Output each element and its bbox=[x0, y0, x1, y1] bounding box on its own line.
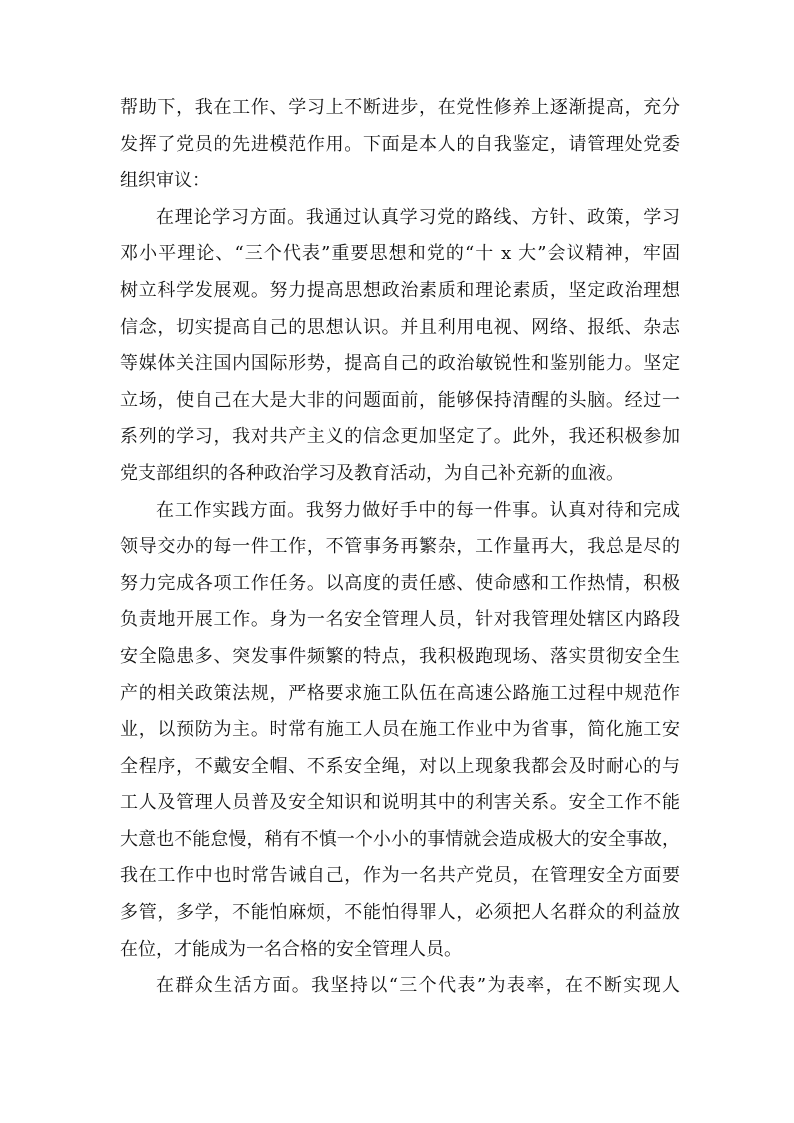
text-line: 领导交办的每一件工作，不管事务再繁杂，工作量再大，我总是尽的 bbox=[120, 536, 680, 558]
text-line: 多管，多学，不能怕麻烦，不能怕得罪人，必须把人名群众的利益放 bbox=[120, 902, 680, 924]
text-line: 立场，使自己在大是大非的问题面前，能够保持清醒的头脑。经过一 bbox=[120, 389, 680, 411]
text-line: 负责地开展工作。身为一名安全管理人员，针对我管理处辖区内路段 bbox=[120, 609, 680, 631]
text-line: 全程序，不戴安全帽、不系安全绳，对以上现象我都会及时耐心的与 bbox=[120, 755, 680, 777]
text-line: 系列的学习，我对共产主义的信念更加坚定了。此外，我还积极参加 bbox=[120, 426, 680, 448]
text-line: 大意也不能怠慢，稍有不慎一个小小的事情就会造成极大的安全事故， bbox=[120, 828, 680, 850]
text-line: 我在工作中也时常告诫自己，作为一名共产党员，在管理安全方面要 bbox=[120, 865, 680, 887]
text-line: 业，以预防为主。时常有施工人员在施工作业中为省事，简化施工安 bbox=[120, 719, 680, 741]
text-line: 安全隐患多、突发事件频繁的特点，我积极跑现场、落实贯彻安全生 bbox=[120, 645, 680, 667]
text-line: 树立科学发展观。努力提高思想政治素质和理论素质，坚定政治理想 bbox=[120, 279, 680, 301]
text-line: 努力完成各项工作任务。以高度的责任感、使命感和工作热情，积极 bbox=[120, 572, 680, 594]
text-line: 工人及管理人员普及安全知识和说明其中的利害关系。安全工作不能 bbox=[120, 792, 680, 814]
paragraph-start-line: 在工作实践方面。我努力做好手中的每一件事。认真对待和完成 bbox=[156, 499, 680, 521]
text-line: 邓小平理论、“三个代表”重要思想和党的“十 x 大”会议精神，牢固 bbox=[120, 243, 680, 265]
paragraph-start-line: 在理论学习方面。我通过认真学习党的路线、方针、政策，学习 bbox=[156, 206, 680, 228]
text-line: 组织审议： bbox=[120, 170, 210, 192]
text-line: 帮助下，我在工作、学习上不断进步，在党性修养上逐渐提高，充分 bbox=[120, 97, 680, 118]
text-line: 信念，切实提高自己的思想认识。并且利用电视、网络、报纸、杂志 bbox=[120, 316, 680, 338]
paragraph-start-line: 在群众生活方面。我坚持以“三个代表”为表率，在不断实现人 bbox=[156, 975, 680, 997]
text-line: 党支部组织的各种政治学习及教育活动，为自己补充新的血液。 bbox=[120, 462, 624, 484]
text-line: 产的相关政策法规，严格要求施工队伍在高速公路施工过程中规范作 bbox=[120, 682, 680, 704]
text-line: 等媒体关注国内国际形势，提高自己的政治敏锐性和鉴别能力。坚定 bbox=[120, 353, 680, 375]
text-line: 发挥了党员的先进模范作用。下面是本人的自我鉴定，请管理处党委 bbox=[120, 133, 680, 155]
document-page bbox=[120, 90, 680, 1005]
text-line: 在位，才能成为一名合格的安全管理人员。 bbox=[120, 938, 462, 960]
